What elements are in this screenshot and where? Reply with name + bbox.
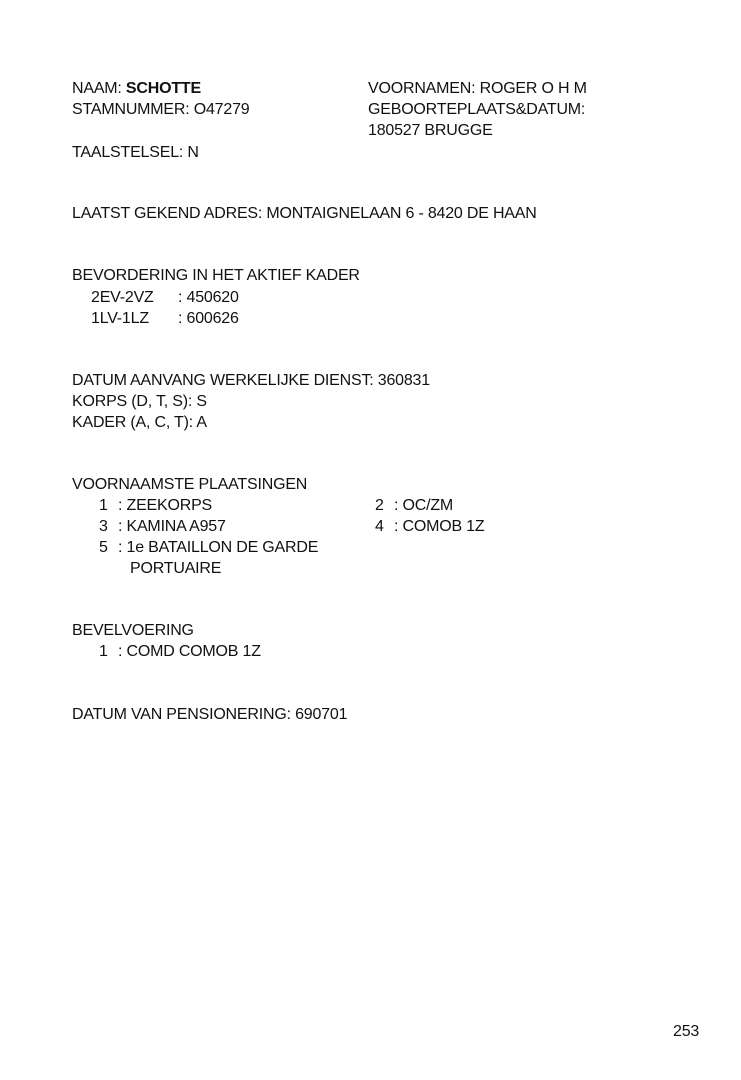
bevordering-date: : 600626: [178, 310, 239, 327]
taalstelsel: TAALSTELSEL: N: [72, 144, 199, 161]
geboorte-value: 180527 BRUGGE: [368, 122, 493, 139]
plaatsing-number: 2: [375, 497, 384, 514]
plaatsing-text: : ZEEKORPS: [118, 497, 213, 514]
voornamen: VOORNAMEN: ROGER O H M: [368, 80, 587, 97]
plaatsingen-title: VOORNAAMSTE PLAATSINGEN: [72, 476, 308, 493]
naam-value: SCHOTTE: [125, 80, 201, 97]
bevordering-date: : 450620: [178, 289, 239, 306]
datum-pensionering: DATUM VAN PENSIONERING: 690701: [72, 706, 348, 723]
kader: KADER (A, C, T): A: [72, 414, 207, 431]
stamnummer: STAMNUMMER: O47279: [72, 101, 250, 118]
plaatsing-text-continued: PORTUAIRE: [130, 560, 222, 577]
plaatsing-text: : OC/ZM: [394, 497, 454, 514]
bevelvoering-text: : COMD COMOB 1Z: [118, 643, 261, 660]
plaatsing-text: : KAMINA A957: [118, 518, 226, 535]
plaatsing-text: : 1e BATAILLON DE GARDE: [118, 539, 319, 556]
naam-label: NAAM:: [72, 80, 126, 97]
bevelvoering-number: 1: [99, 643, 108, 660]
korps: KORPS (D, T, S): S: [72, 393, 207, 410]
laatst-gekend-adres: LAATST GEKEND ADRES: MONTAIGNELAAN 6 - 8420 DE HAAN: [72, 205, 537, 222]
bevelvoering-title: BEVELVOERING: [72, 622, 194, 639]
bevordering-rank: 2EV-2VZ: [91, 289, 154, 306]
plaatsing-number: 5: [99, 539, 108, 556]
geboorte-label: GEBOORTEPLAATS&DATUM:: [368, 101, 586, 118]
bevordering-rank: 1LV-1LZ: [91, 310, 149, 327]
page-number: 253: [673, 1023, 700, 1040]
plaatsing-number: 1: [99, 497, 108, 514]
plaatsing-text: : COMOB 1Z: [394, 518, 485, 535]
plaatsing-number: 4: [375, 518, 384, 535]
datum-aanvang-dienst: DATUM AANVANG WERKELIJKE DIENST: 360831: [72, 372, 430, 389]
plaatsing-number: 3: [99, 518, 108, 535]
bevordering-title: BEVORDERING IN HET AKTIEF KADER: [72, 267, 360, 284]
naam-line: [72, 79, 201, 99]
